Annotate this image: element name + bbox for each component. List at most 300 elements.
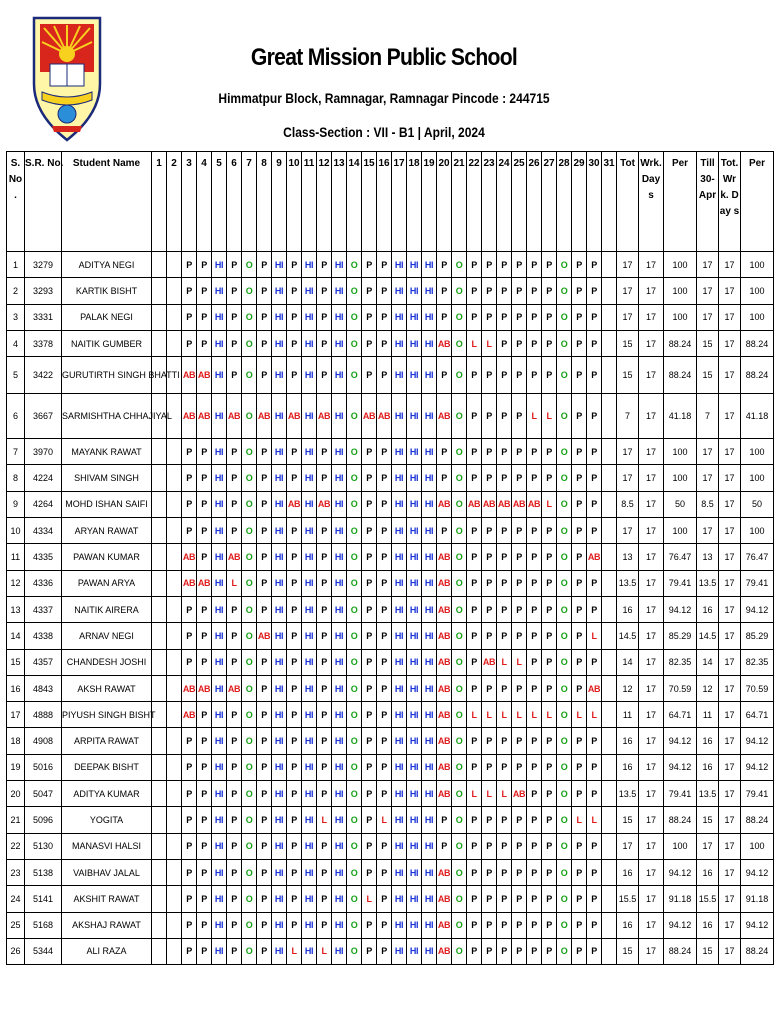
col-day-5: 5 [212, 152, 227, 252]
attendance-mark: P [362, 807, 377, 833]
attendance-mark: P [197, 754, 212, 780]
attendance-mark: P [182, 304, 197, 330]
col-day-22: 22 [467, 152, 482, 252]
attendance-mark: O [452, 702, 467, 728]
attendance-mark: HI [422, 570, 437, 596]
attendance-mark: P [227, 357, 242, 394]
attendance-mark: P [377, 304, 392, 330]
attendance-mark: P [362, 649, 377, 675]
attendance-mark: HI [407, 304, 422, 330]
working-days: 17 [639, 330, 664, 356]
percentage: 100 [664, 304, 697, 330]
attendance-mark: AB [527, 491, 542, 517]
attendance-mark: AB [197, 570, 212, 596]
attendance-mark: O [557, 754, 572, 780]
attendance-mark [602, 491, 617, 517]
attendance-mark: P [497, 938, 512, 964]
attendance-mark: AB [317, 491, 332, 517]
attendance-mark [152, 859, 167, 885]
table-row [7, 754, 774, 780]
attendance-mark [152, 252, 167, 278]
attendance-mark: P [317, 649, 332, 675]
attendance-mark: P [317, 886, 332, 912]
attendance-mark: AB [437, 912, 452, 938]
till-30-apr: 13.5 [697, 570, 719, 596]
attendance-mark: HI [392, 754, 407, 780]
attendance-mark: P [482, 912, 497, 938]
attendance-mark: O [347, 859, 362, 885]
attendance-mark: HI [272, 357, 287, 394]
attendance-mark: AB [437, 886, 452, 912]
attendance-mark: P [527, 833, 542, 859]
attendance-mark: P [362, 781, 377, 807]
attendance-mark: HI [212, 886, 227, 912]
attendance-mark: P [257, 465, 272, 491]
attendance-mark: P [497, 330, 512, 356]
attendance-mark [152, 518, 167, 544]
attendance-mark: HI [407, 544, 422, 570]
student-name: KARTIK BISHT [62, 278, 152, 304]
working-days: 17 [639, 518, 664, 544]
attendance-mark: AB [257, 394, 272, 439]
attendance-mark: P [287, 781, 302, 807]
attendance-mark: P [362, 439, 377, 465]
attendance-mark: O [557, 439, 572, 465]
attendance-mark: P [542, 304, 557, 330]
attendance-mark: HI [392, 886, 407, 912]
attendance-mark: L [512, 649, 527, 675]
attendance-mark: P [287, 304, 302, 330]
attendance-mark: P [287, 859, 302, 885]
attendance-mark: O [452, 570, 467, 596]
total-present: 15.5 [617, 886, 639, 912]
attendance-mark: HI [332, 544, 347, 570]
student-name: SARMISHTHA CHHAJIYAL [62, 394, 152, 439]
attendance-mark: P [182, 833, 197, 859]
attendance-mark: P [527, 439, 542, 465]
attendance-mark: P [287, 252, 302, 278]
total-present: 17 [617, 465, 639, 491]
attendance-mark: P [587, 728, 602, 754]
attendance-mark: P [437, 357, 452, 394]
attendance-mark: O [557, 544, 572, 570]
attendance-mark: HI [422, 649, 437, 675]
attendance-mark: P [542, 465, 557, 491]
attendance-mark: L [542, 394, 557, 439]
attendance-mark: AB [182, 544, 197, 570]
sr-number: 4264 [25, 491, 62, 517]
attendance-mark: P [542, 570, 557, 596]
attendance-mark: HI [212, 304, 227, 330]
attendance-mark: P [227, 252, 242, 278]
attendance-mark: P [467, 596, 482, 622]
col-day-13: 13 [332, 152, 347, 252]
attendance-mark: P [512, 252, 527, 278]
attendance-mark: L [512, 702, 527, 728]
attendance-mark: P [362, 912, 377, 938]
attendance-mark: P [377, 278, 392, 304]
attendance-mark: AB [227, 544, 242, 570]
table-row [7, 807, 774, 833]
attendance-mark: P [287, 518, 302, 544]
attendance-mark: HI [272, 754, 287, 780]
attendance-mark: L [587, 807, 602, 833]
attendance-mark: P [377, 330, 392, 356]
attendance-mark: P [467, 394, 482, 439]
attendance-mark: P [527, 859, 542, 885]
attendance-mark [602, 938, 617, 964]
attendance-mark: P [317, 252, 332, 278]
attendance-mark: P [572, 649, 587, 675]
working-days: 17 [639, 912, 664, 938]
attendance-mark: P [497, 357, 512, 394]
attendance-mark: AB [437, 675, 452, 701]
attendance-mark: O [557, 649, 572, 675]
attendance-mark: AB [287, 491, 302, 517]
attendance-mark: P [287, 675, 302, 701]
serial-number: 21 [7, 807, 25, 833]
attendance-mark: P [317, 859, 332, 885]
attendance-mark: O [242, 394, 257, 439]
attendance-mark: P [227, 912, 242, 938]
attendance-mark: P [257, 912, 272, 938]
attendance-mark: P [362, 728, 377, 754]
attendance-mark [152, 886, 167, 912]
attendance-mark: HI [392, 623, 407, 649]
percentage: 94.12 [664, 728, 697, 754]
sr-number: 3331 [25, 304, 62, 330]
attendance-mark: HI [422, 330, 437, 356]
attendance-mark [152, 570, 167, 596]
attendance-mark: P [527, 465, 542, 491]
attendance-mark: O [242, 330, 257, 356]
attendance-mark: P [287, 754, 302, 780]
attendance-mark: O [557, 728, 572, 754]
till-30-apr: 11 [697, 702, 719, 728]
attendance-mark: HI [392, 833, 407, 859]
attendance-mark: O [242, 886, 257, 912]
attendance-mark [602, 252, 617, 278]
attendance-mark: P [542, 439, 557, 465]
school-name: Great Mission Public School [250, 44, 518, 71]
attendance-mark: P [497, 570, 512, 596]
attendance-mark: L [467, 330, 482, 356]
attendance-mark [602, 886, 617, 912]
attendance-mark: P [182, 859, 197, 885]
attendance-mark: HI [272, 649, 287, 675]
attendance-mark [152, 304, 167, 330]
attendance-mark: P [482, 728, 497, 754]
attendance-mark: HI [407, 330, 422, 356]
total-present: 14 [617, 649, 639, 675]
working-days: 17 [639, 278, 664, 304]
attendance-mark: P [197, 439, 212, 465]
attendance-mark: P [377, 859, 392, 885]
attendance-mark: O [452, 518, 467, 544]
attendance-mark: P [482, 754, 497, 780]
total-present: 13 [617, 544, 639, 570]
serial-number: 26 [7, 938, 25, 964]
attendance-mark: P [317, 570, 332, 596]
attendance-mark: O [452, 278, 467, 304]
attendance-mark: P [362, 518, 377, 544]
percentage: 70.59 [664, 675, 697, 701]
attendance-mark: P [182, 465, 197, 491]
attendance-mark: O [557, 675, 572, 701]
attendance-mark: P [467, 728, 482, 754]
attendance-mark: AB [437, 544, 452, 570]
attendance-mark: HI [407, 807, 422, 833]
serial-number: 23 [7, 859, 25, 885]
attendance-mark: HI [332, 886, 347, 912]
attendance-mark: O [242, 544, 257, 570]
attendance-mark [167, 465, 182, 491]
attendance-mark [167, 304, 182, 330]
sr-number: 4908 [25, 728, 62, 754]
attendance-mark [167, 278, 182, 304]
attendance-mark: O [452, 833, 467, 859]
table-row [7, 252, 774, 278]
attendance-mark: P [482, 623, 497, 649]
sr-number: 3970 [25, 439, 62, 465]
attendance-mark: HI [302, 544, 317, 570]
attendance-mark: HI [272, 465, 287, 491]
percentage-total: 79.41 [741, 570, 774, 596]
attendance-mark: P [512, 859, 527, 885]
attendance-mark: HI [332, 912, 347, 938]
attendance-mark: P [482, 886, 497, 912]
attendance-mark [602, 702, 617, 728]
col-day-10: 10 [287, 152, 302, 252]
attendance-mark: O [557, 859, 572, 885]
attendance-mark: HI [212, 465, 227, 491]
attendance-mark: P [182, 439, 197, 465]
attendance-mark: O [347, 394, 362, 439]
percentage: 94.12 [664, 596, 697, 622]
attendance-mark: P [542, 649, 557, 675]
attendance-mark: HI [212, 252, 227, 278]
working-days: 17 [639, 728, 664, 754]
attendance-mark: P [257, 938, 272, 964]
attendance-mark: P [287, 544, 302, 570]
till-30-apr: 15 [697, 807, 719, 833]
attendance-mark: HI [302, 859, 317, 885]
col-day-14: 14 [347, 152, 362, 252]
attendance-mark: HI [212, 623, 227, 649]
serial-number: 7 [7, 439, 25, 465]
table-row [7, 570, 774, 596]
attendance-mark: P [362, 278, 377, 304]
attendance-mark: P [512, 886, 527, 912]
attendance-mark: P [572, 357, 587, 394]
attendance-mark: P [197, 278, 212, 304]
sr-number: 5344 [25, 938, 62, 964]
working-days: 17 [639, 252, 664, 278]
table-row [7, 439, 774, 465]
attendance-mark: P [227, 728, 242, 754]
attendance-mark: HI [272, 304, 287, 330]
attendance-mark: O [242, 859, 257, 885]
attendance-mark: O [242, 649, 257, 675]
attendance-mark: HI [272, 252, 287, 278]
attendance-mark [152, 439, 167, 465]
attendance-mark: O [242, 357, 257, 394]
working-days: 17 [639, 394, 664, 439]
attendance-mark: HI [422, 859, 437, 885]
working-days: 17 [639, 675, 664, 701]
attendance-mark: P [317, 596, 332, 622]
attendance-mark: P [587, 394, 602, 439]
attendance-mark: L [587, 702, 602, 728]
attendance-mark: P [542, 357, 557, 394]
attendance-mark: O [347, 938, 362, 964]
attendance-mark: P [317, 465, 332, 491]
percentage-total: 88.24 [741, 330, 774, 356]
attendance-mark: P [572, 754, 587, 780]
attendance-mark: P [182, 938, 197, 964]
attendance-mark: HI [332, 649, 347, 675]
attendance-mark: P [197, 702, 212, 728]
col-day-16: 16 [377, 152, 392, 252]
attendance-mark: O [452, 807, 467, 833]
attendance-mark: HI [392, 570, 407, 596]
attendance-mark: P [317, 544, 332, 570]
attendance-mark: HI [302, 394, 317, 439]
attendance-mark: P [227, 491, 242, 517]
attendance-mark: P [572, 252, 587, 278]
sr-number: 5138 [25, 859, 62, 885]
attendance-mark: P [227, 833, 242, 859]
attendance-mark: HI [302, 518, 317, 544]
attendance-mark: HI [212, 781, 227, 807]
till-30-apr: 16 [697, 754, 719, 780]
attendance-mark: O [452, 304, 467, 330]
attendance-mark: AB [437, 596, 452, 622]
attendance-mark: P [257, 491, 272, 517]
sr-number: 3378 [25, 330, 62, 356]
attendance-mark: P [572, 544, 587, 570]
attendance-mark: L [482, 781, 497, 807]
student-name: AKSH RAWAT [62, 675, 152, 701]
attendance-mark: P [572, 675, 587, 701]
attendance-mark: HI [392, 252, 407, 278]
attendance-mark: L [497, 649, 512, 675]
attendance-mark: P [182, 912, 197, 938]
attendance-mark: L [467, 702, 482, 728]
attendance-mark: HI [212, 675, 227, 701]
attendance-mark: P [437, 439, 452, 465]
sr-number: 4334 [25, 518, 62, 544]
total-working-days: 17 [719, 912, 741, 938]
attendance-mark: HI [422, 781, 437, 807]
attendance-mark [167, 570, 182, 596]
total-working-days: 17 [719, 357, 741, 394]
attendance-mark: P [377, 518, 392, 544]
percentage-total: 94.12 [741, 859, 774, 885]
attendance-mark: HI [302, 570, 317, 596]
percentage-total: 50 [741, 491, 774, 517]
serial-number: 3 [7, 304, 25, 330]
attendance-mark: O [242, 570, 257, 596]
attendance-mark: HI [272, 570, 287, 596]
attendance-mark: P [572, 886, 587, 912]
attendance-mark: P [512, 330, 527, 356]
total-working-days: 17 [719, 859, 741, 885]
attendance-mark: P [377, 649, 392, 675]
attendance-mark: P [287, 330, 302, 356]
attendance-mark: HI [407, 886, 422, 912]
attendance-mark: P [572, 570, 587, 596]
attendance-mark: P [287, 439, 302, 465]
attendance-mark: HI [272, 807, 287, 833]
attendance-mark: HI [392, 675, 407, 701]
attendance-mark: P [257, 518, 272, 544]
total-present: 16 [617, 728, 639, 754]
table-row [7, 702, 774, 728]
attendance-mark: P [377, 938, 392, 964]
attendance-mark: P [362, 702, 377, 728]
percentage-total: 88.24 [741, 807, 774, 833]
percentage-total: 94.12 [741, 728, 774, 754]
attendance-mark: P [497, 465, 512, 491]
attendance-mark: P [542, 886, 557, 912]
attendance-mark: HI [302, 912, 317, 938]
attendance-mark: P [377, 570, 392, 596]
attendance-mark [167, 623, 182, 649]
attendance-mark: HI [332, 675, 347, 701]
attendance-mark: HI [272, 596, 287, 622]
attendance-mark: O [242, 754, 257, 780]
attendance-mark: P [572, 623, 587, 649]
attendance-mark: O [347, 702, 362, 728]
attendance-mark: P [467, 675, 482, 701]
attendance-mark: P [467, 938, 482, 964]
attendance-mark [152, 544, 167, 570]
attendance-mark: P [527, 544, 542, 570]
attendance-mark [602, 330, 617, 356]
attendance-mark [602, 807, 617, 833]
attendance-mark: P [512, 570, 527, 596]
attendance-mark [602, 754, 617, 780]
attendance-mark: P [257, 886, 272, 912]
attendance-mark: P [527, 938, 542, 964]
attendance-mark: O [557, 570, 572, 596]
attendance-mark: P [587, 252, 602, 278]
attendance-mark: AB [512, 781, 527, 807]
total-present: 16 [617, 912, 639, 938]
attendance-mark: P [512, 465, 527, 491]
serial-number: 17 [7, 702, 25, 728]
attendance-mark: HI [407, 357, 422, 394]
attendance-mark: HI [392, 702, 407, 728]
working-days: 17 [639, 702, 664, 728]
attendance-mark: HI [332, 570, 347, 596]
attendance-mark: HI [212, 278, 227, 304]
attendance-mark: P [572, 728, 587, 754]
attendance-mark: HI [302, 623, 317, 649]
attendance-mark: HI [422, 596, 437, 622]
attendance-mark: P [182, 491, 197, 517]
attendance-mark: AB [197, 357, 212, 394]
col-per: Per [664, 152, 697, 252]
till-30-apr: 15 [697, 938, 719, 964]
attendance-mark: P [587, 938, 602, 964]
attendance-mark: P [197, 491, 212, 517]
attendance-mark: HI [332, 702, 347, 728]
attendance-mark [602, 518, 617, 544]
attendance-mark: HI [422, 886, 437, 912]
attendance-mark: P [377, 702, 392, 728]
